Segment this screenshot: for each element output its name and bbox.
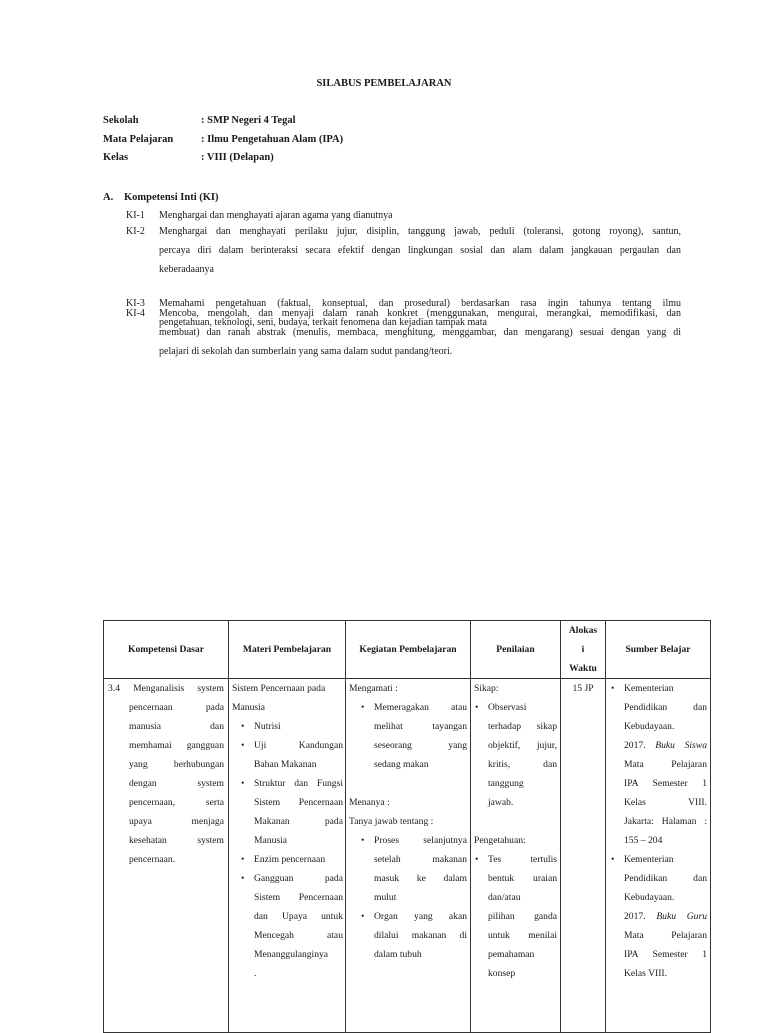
cell-alokasi [561,679,606,1033]
info-label: Kelas [103,152,129,163]
penilaian-item-line: • Tes tertulis [488,854,557,865]
header-sumber-belajar: Sumber Belajar [606,621,711,679]
penilaian-item-line: untuk menilai [488,930,557,941]
kegiatan-heading: Menanya : [349,797,390,808]
materi-item [254,736,343,774]
ki-line: keberadaanya [159,264,214,275]
kd-line: manusia dan [129,721,224,732]
kegiatan-item-line: • Memeragakan atau [374,702,467,713]
ki-line: Menghargai dan menghayati perilaku jujur, disiplin, tanggung jawab, peduli (toleransi, gotong royong), santun, [159,226,681,237]
materi-item-line: • Uji Kandungan [254,740,343,751]
kd-line: yang berhubungan [129,759,224,770]
materi-item-line: Manusia [254,835,288,846]
materi-intro-line: Sistem Pencernaan pada [232,683,326,694]
ki-line: Memahami pengetahuan (faktual, konseptual, dan prosedural) berdasarkan rasa ingin tahunya tentang ilmu [159,298,681,309]
materi-item-line: Mencegah atau [254,930,343,941]
header-kegiatan: Kegiatan Pembelajaran [346,621,471,679]
info-label: Sekolah [103,115,139,126]
kd-line: memhamai gangguan [129,740,224,751]
sumber-line: Mata Pelajaran [624,930,707,941]
table-header-row [104,621,711,679]
kegiatan-item-line: setelah makanan [374,854,467,865]
cell-kegiatan [346,679,471,1033]
materi-item-line: Sistem Pencernaan [254,892,343,903]
ki-description [159,209,681,222]
document-title: SILABUS PEMBELAJARAN [316,78,452,89]
materi-item-line: • Struktur dan Fungsi [254,778,343,789]
materi-item-line: • Nutrisi [254,721,281,732]
cell-materi [229,679,346,1033]
penilaian-item-line: konsep [488,968,516,979]
sumber-item [624,679,707,850]
ki-line: Mencoba, mengolah, dan menyaji dalam ranah konkret (menggunakan, mengurai, merangkai, memodifikasi, dan [159,308,681,319]
header-alokasi-waktu [561,621,606,679]
sumber-line: 2017. Buku Siswa [624,740,707,751]
ki-description [159,304,681,361]
info-value: : Ilmu Pengetahuan Alam (IPA) [201,134,344,145]
penilaian-item-line: pemahaman [488,949,535,960]
info-label: Mata Pelajaran [103,134,174,145]
penilaian-heading: Sikap: [474,683,499,694]
section-letter: A. [103,192,114,203]
penilaian-item-line: tanggung [488,778,524,789]
ki-code: KI-1 [126,210,145,221]
cell-sumber [606,679,711,1033]
kegiatan-item-line: mulut [374,892,397,903]
kd-line: 3.4 Menganalisis system [108,683,224,694]
sumber-line: Mata Pelajaran [624,759,707,770]
penilaian-item [488,698,557,812]
materi-item [254,717,343,736]
kd-line: pencernaan. [129,854,176,865]
sumber-line: • Kementerian [624,683,674,694]
materi-item-line: • Gangguan pada [254,873,343,884]
alokasi-value: 15 JP [572,683,594,694]
kd-line: pencernaan, serta [129,797,224,808]
kegiatan-item [374,698,467,774]
sumber-line: Pendidikan dan [624,702,707,713]
ki-line: pelajari di sekolah dan sumberlain yang sama dalam sudut pandang/teori. [159,346,453,357]
kegiatan-item [374,831,467,907]
info-value: : VIII (Delapan) [201,152,274,163]
section-title: Kompetensi Inti (KI) [124,192,219,203]
penilaian-item [488,850,557,983]
header-alokasi-line: i [581,644,585,655]
ki-code: KI-4 [126,308,145,319]
ki-line: pengetahuan, teknologi, seni, budaya, terkait fenomena dan kejadian tampak mata [159,317,487,328]
kegiatan-subheading: Tanya jawab tentang : [349,816,434,827]
sumber-line: IPA Semester 1 [624,949,707,960]
kegiatan-item-line: masuk ke dalam [374,873,467,884]
info-value: : SMP Negeri 4 Tegal [201,115,296,126]
penilaian-item-line: • Observasi [488,702,527,713]
kegiatan-item-line: sedang makan [374,759,429,770]
penilaian-heading: Pengetahuan: [474,835,526,846]
materi-item-line: dan Upaya untuk [254,911,343,922]
kd-line: kesehatan system [129,835,224,846]
materi-item-line: Bahan Makanan [254,759,317,770]
ki-code: KI-3 [126,298,145,309]
materi-item-line: . [254,968,257,979]
sumber-line: 155 – 204 [624,835,663,846]
materi-item [254,869,343,983]
sumber-line: Kelas VIII. [624,797,707,808]
kd-line: dengan system [129,778,224,789]
header-alokasi-line: Waktu [569,663,597,674]
kegiatan-item [374,907,467,964]
sumber-line: Pendidikan dan [624,873,707,884]
kegiatan-item-line: dilalui makanan di [374,930,467,941]
kd-line: upaya menjaga [129,816,224,827]
sumber-line: 2017. Buku Guru [624,911,707,922]
materi-item-line: Makanan pada [254,816,343,827]
materi-item [254,850,343,869]
materi-intro-line: Manusia [232,702,266,713]
header-materi: Materi Pembelajaran [229,621,346,679]
penilaian-item-line: bentuk uraian [488,873,557,884]
sumber-line: Kebudayaan. [624,721,675,732]
penilaian-item-line: jawab. [488,797,514,808]
sumber-line: Jakarta: Halaman : [624,816,707,827]
materi-item [254,774,343,850]
spacer [474,812,557,831]
penilaian-item-line: terhadap sikap [488,721,557,732]
kegiatan-item-line: seseorang yang [374,740,467,751]
kegiatan-heading: Mengamati : [349,683,398,694]
sumber-line: • Kementerian [624,854,674,865]
header-penilaian: Penilaian [471,621,561,679]
kegiatan-item-line: • Proses selanjutnya [374,835,467,846]
cell-kompetensi-dasar [104,679,229,1033]
sumber-line: Kebudayaan. [624,892,675,903]
materi-item-line: Sistem Pencernaan [254,797,343,808]
materi-item-line: Menanggulanginya [254,949,329,960]
sumber-line: IPA Semester 1 [624,778,707,789]
syllabus-table [103,620,711,1033]
header-alokasi-line: Alokas [568,625,598,636]
sumber-book-title: Buku Siswa [655,740,707,751]
ki-line: Menghargai dan menghayati ajaran agama yang dianutnya [159,210,393,221]
kd-line: pencernaan pada [129,702,224,713]
cell-penilaian [471,679,561,1033]
spacer [349,774,467,793]
kegiatan-item-line: melihat tayangan [374,721,467,732]
penilaian-item-line: objektif, jujur, [488,740,557,751]
penilaian-item-line: dan/atau [488,892,521,903]
sumber-line: Kelas VIII. [624,968,667,979]
kegiatan-item-line: dalam tubuh [374,949,422,960]
penilaian-item-line: pilihan ganda [488,911,557,922]
header-kompetensi-dasar: Kompetensi Dasar [104,621,229,679]
materi-item-line: • Enzim pencernaan [254,854,326,865]
sumber-book-title: Buku Guru [656,911,707,922]
ki-description [159,222,681,279]
sumber-item [624,850,707,983]
kegiatan-item-line: • Organ yang akan [374,911,467,922]
penilaian-item-line: kritis, dan [488,759,557,770]
ki-line: membuat) dan ranah abstrak (menulis, membaca, menghitung, menggambar, dan mengarang) sesuai dengan yang di [159,327,681,338]
ki-line: percaya diri dalam berinteraksi secara efektif dengan lingkungan sosial dan alam dalam jangkauan pergaulan dan [159,245,681,256]
ki-code: KI-2 [126,226,145,237]
table-row [104,679,711,1033]
